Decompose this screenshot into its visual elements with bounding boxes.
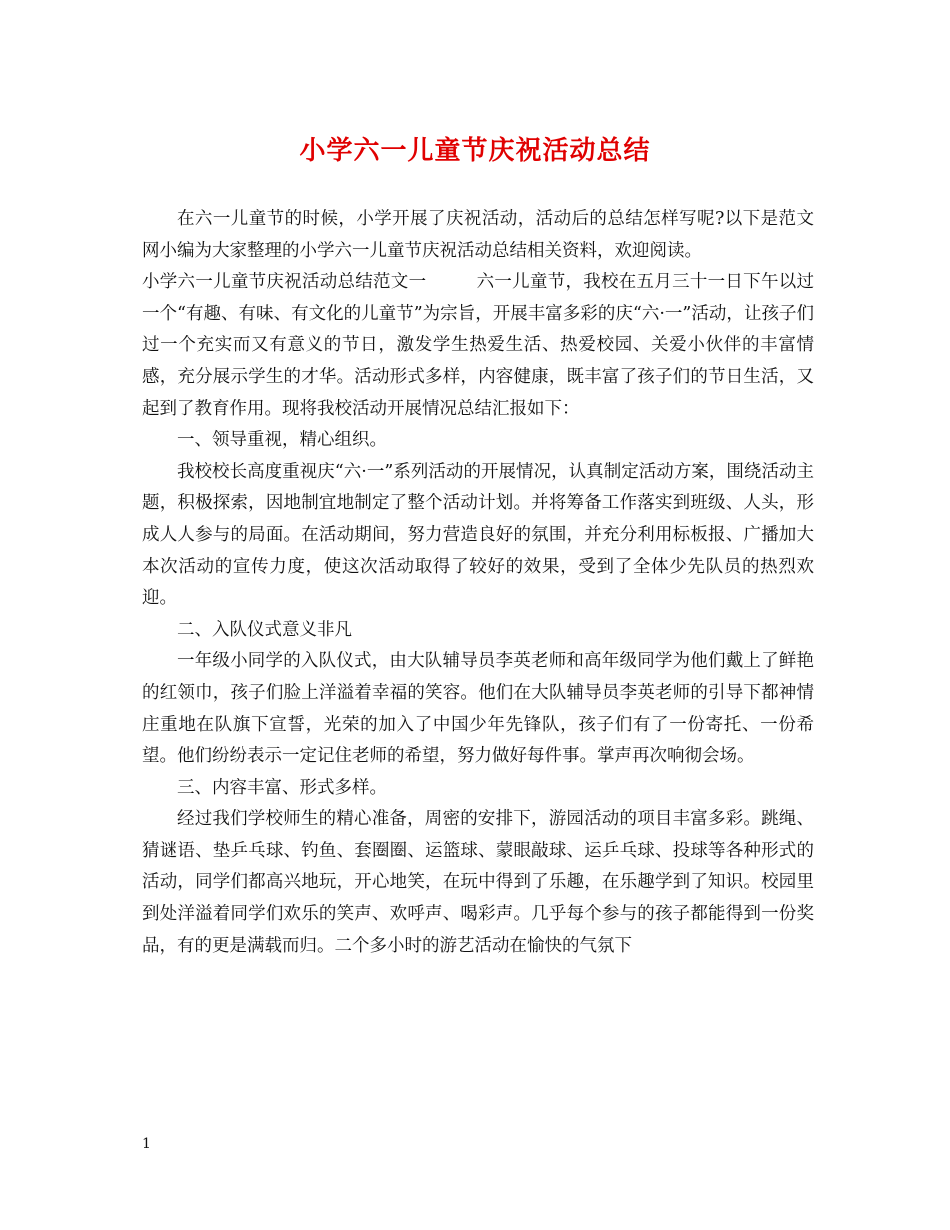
section-heading-3: 三、内容丰富、形式多样。 [177, 777, 387, 798]
body-paragraph-1: 我校校长高度重视庆“六·一”系列活动的开展情况，认真制定活动方案，围绕活动主题，积极探索，因地制宜地制定了整个活动计划。并将筹备工作落实到班级、人头，形成人人参与的局面。在活动期间，努力营造良好的氛围，并充分利用标板报、广播加大本次活动的宣传力度，使这次活动取得了较好的效果，受到了全体少先队员的热烈欢迎。 [142, 461, 814, 609]
intro-paragraph: 在六一儿童节的时候，小学开展了庆祝活动，活动后的总结怎样写呢?以下是范文网小编为大家整理的小学六一儿童节庆祝活动总结相关资料，欢迎阅读。 [142, 209, 814, 261]
body-paragraph-3: 经过我们学校师生的精心准备，周密的安排下，游园活动的项目丰富多彩。跳绳、猜谜语、垫乒乓球、钓鱼、套圈圈、运篮球、蒙眼敲球、运乒乓球、投球等各种形式的活动，同学们都高兴地玩，开心地笑，在玩中得到了乐趣，在乐趣学到了知识。校园里到处洋溢着同学们欢乐的笑声、欢呼声、喝彩声。几乎每个参与的孩子都能得到一份奖品，有的更是满载而归。二个多小时的游艺活动在愉快的气氛下 [142, 809, 814, 956]
page-title: 小学六一儿童节庆祝活动总结 [299, 136, 651, 166]
section-heading-1: 一、领导重视，精心组织。 [177, 430, 387, 451]
body-paragraph-2: 一年级小同学的入队仪式，由大队辅导员李英老师和高年级同学为他们戴上了鲜艳的红领巾，孩子们脸上洋溢着幸福的笑容。他们在大队辅导员李英老师的引导下都神情庄重地在队旗下宣誓，光荣的加入了中国少年先锋队，孩子们有了一份寄托、一份希望。他们纷纷表示一定记住老师的希望，努力做好每件事。掌声再次响彻会场。 [142, 651, 814, 767]
sample-heading: 小学六一儿童节庆祝活动总结范文一 [142, 272, 427, 293]
sample-lead: 六一儿童节，我校在五月三十一日下午以过一个“有趣、有味、有文化的儿童节”为宗旨，开展丰富多彩的庆“六·一”活动，让孩子们过一个充实而又有意义的节日，激发学生热爱生活、热爱校园、关爱小伙伴的丰富情感，充分展示学生的才华。活动形式多样，内容健康，既丰富了孩子们的节日生活，又起到了教育作用。现将我校活动开展情况总结汇报如下： [142, 272, 814, 419]
document-body [142, 204, 814, 962]
page-number: 1 [142, 1136, 151, 1152]
section-heading-2: 二、入队仪式意义非凡 [177, 619, 352, 640]
sample-paragraph [142, 267, 814, 425]
